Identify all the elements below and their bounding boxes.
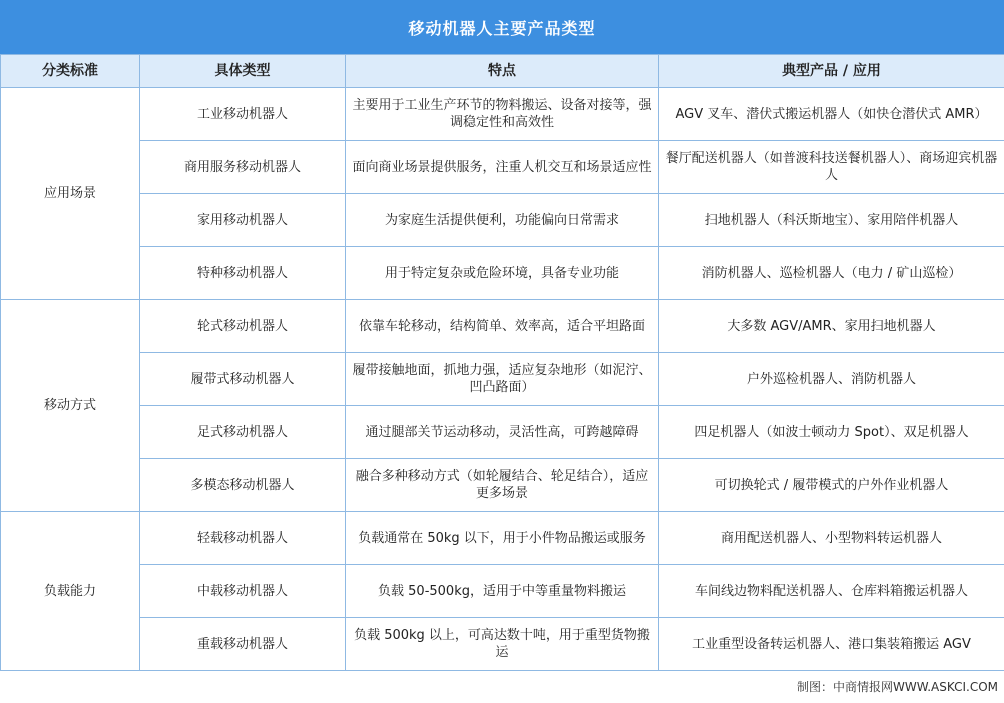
category-cell: 应用场景 bbox=[1, 88, 140, 300]
type-cell: 家用移动机器人 bbox=[140, 194, 346, 247]
products-cell: 大多数 AGV/AMR、家用扫地机器人 bbox=[659, 300, 1004, 353]
category-cell: 负载能力 bbox=[1, 512, 140, 671]
products-cell: 工业重型设备转运机器人、港口集装箱搬运 AGV bbox=[659, 618, 1004, 671]
features-cell: 依靠车轮移动，结构简单、效率高，适合平坦路面 bbox=[346, 300, 659, 353]
type-cell: 工业移动机器人 bbox=[140, 88, 346, 141]
table-row bbox=[1, 512, 1004, 565]
header-type: 具体类型 bbox=[140, 55, 346, 88]
features-cell: 负载通常在 50kg 以下，用于小件物品搬运或服务 bbox=[346, 512, 659, 565]
products-cell: AGV 叉车、潜伏式搬运机器人（如快仓潜伏式 AMR） bbox=[659, 88, 1004, 141]
header-products: 典型产品 / 应用 bbox=[659, 55, 1004, 88]
table-row bbox=[1, 353, 1004, 406]
features-cell: 主要用于工业生产环节的物料搬运、设备对接等，强调稳定性和高效性 bbox=[346, 88, 659, 141]
type-cell: 重载移动机器人 bbox=[140, 618, 346, 671]
type-cell: 履带式移动机器人 bbox=[140, 353, 346, 406]
table-row bbox=[1, 618, 1004, 671]
table-row bbox=[1, 459, 1004, 512]
type-cell: 多模态移动机器人 bbox=[140, 459, 346, 512]
table-row bbox=[1, 406, 1004, 459]
type-cell: 商用服务移动机器人 bbox=[140, 141, 346, 194]
products-cell: 商用配送机器人、小型物料转运机器人 bbox=[659, 512, 1004, 565]
products-cell: 扫地机器人（科沃斯地宝）、家用陪伴机器人 bbox=[659, 194, 1004, 247]
products-cell: 消防机器人、巡检机器人（电力 / 矿山巡检） bbox=[659, 247, 1004, 300]
table-header-row bbox=[1, 55, 1004, 88]
products-cell: 户外巡检机器人、消防机器人 bbox=[659, 353, 1004, 406]
category-cell: 移动方式 bbox=[1, 300, 140, 512]
table-row bbox=[1, 300, 1004, 353]
table-row bbox=[1, 194, 1004, 247]
product-type-table bbox=[0, 54, 1004, 671]
type-cell: 中载移动机器人 bbox=[140, 565, 346, 618]
features-cell: 负载 50-500kg，适用于中等重量物料搬运 bbox=[346, 565, 659, 618]
header-features: 特点 bbox=[346, 55, 659, 88]
products-cell: 可切换轮式 / 履带模式的户外作业机器人 bbox=[659, 459, 1004, 512]
features-cell: 面向商业场景提供服务，注重人机交互和场景适应性 bbox=[346, 141, 659, 194]
table-row bbox=[1, 88, 1004, 141]
features-cell: 融合多种移动方式（如轮履结合、轮足结合），适应更多场景 bbox=[346, 459, 659, 512]
type-cell: 轮式移动机器人 bbox=[140, 300, 346, 353]
table-row bbox=[1, 565, 1004, 618]
features-cell: 履带接触地面，抓地力强，适应复杂地形（如泥泞、凹凸路面） bbox=[346, 353, 659, 406]
type-cell: 特种移动机器人 bbox=[140, 247, 346, 300]
products-cell: 四足机器人（如波士顿动力 Spot）、双足机器人 bbox=[659, 406, 1004, 459]
source-credit: 制图：中商情报网WWW.ASKCI.COM bbox=[797, 680, 998, 694]
table-row bbox=[1, 141, 1004, 194]
header-category: 分类标准 bbox=[1, 55, 140, 88]
type-cell: 足式移动机器人 bbox=[140, 406, 346, 459]
products-cell: 车间线边物料配送机器人、仓库料箱搬运机器人 bbox=[659, 565, 1004, 618]
type-cell: 轻载移动机器人 bbox=[140, 512, 346, 565]
features-cell: 为家庭生活提供便利，功能偏向日常需求 bbox=[346, 194, 659, 247]
features-cell: 用于特定复杂或危险环境，具备专业功能 bbox=[346, 247, 659, 300]
page-title: 移动机器人主要产品类型 bbox=[0, 0, 1004, 54]
features-cell: 通过腿部关节运动移动，灵活性高，可跨越障碍 bbox=[346, 406, 659, 459]
products-cell: 餐厅配送机器人（如普渡科技送餐机器人）、商场迎宾机器人 bbox=[659, 141, 1004, 194]
table-row bbox=[1, 247, 1004, 300]
features-cell: 负载 500kg 以上，可高达数十吨，用于重型货物搬运 bbox=[346, 618, 659, 671]
